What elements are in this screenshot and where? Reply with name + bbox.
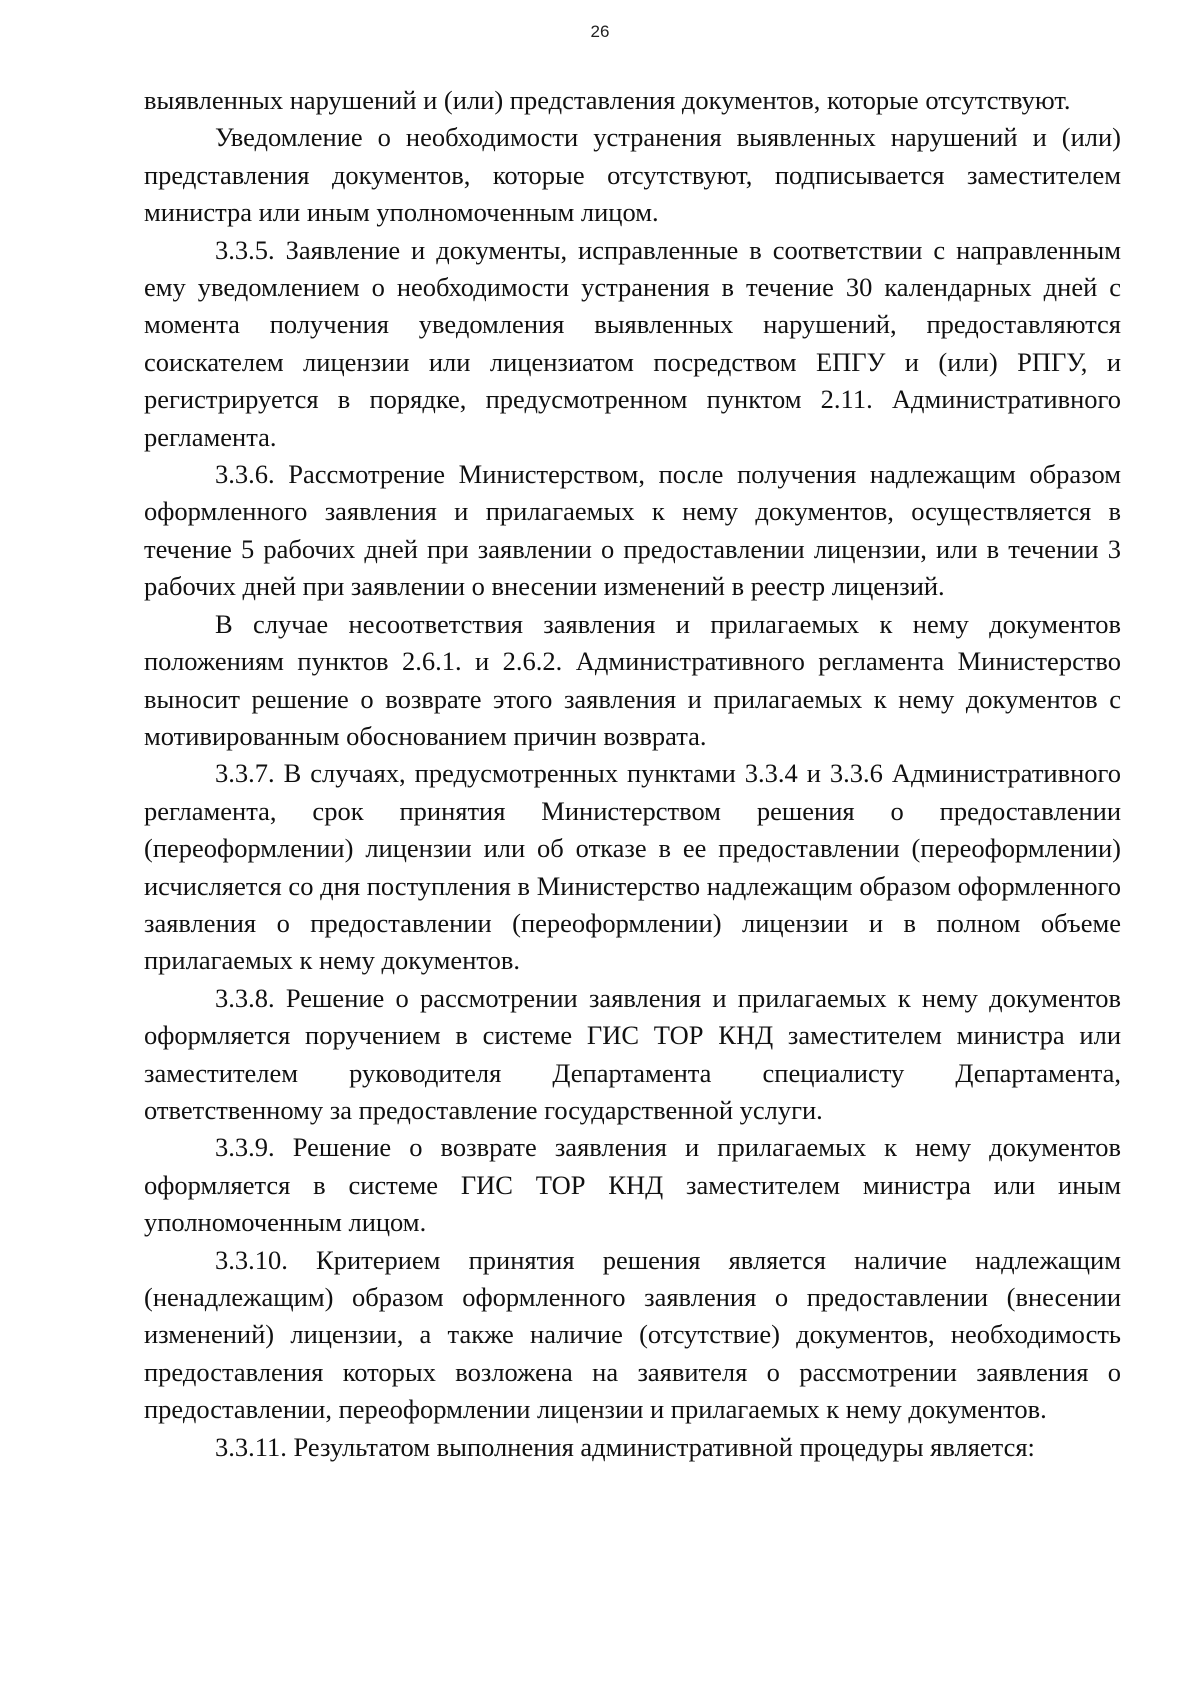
- paragraph-3-3-5: 3.3.5. Заявление и документы, исправленные в соответствии с направленным ему уведомлением о необходимости устранения в течение 30 календарных дней с момента получения уведомления выявленных нарушений, предоставляются соискателем лицензии или лицензиатом посредством ЕПГУ и (или) РПГУ, и регистрируется в порядке, предусмотренном пунктом 2.11. Административного регламента.: [144, 234, 1121, 452]
- paragraph: выявленных нарушений и (или) представления документов, которые отсутствуют.: [144, 85, 1071, 115]
- paragraph-3-3-6: 3.3.6. Рассмотрение Министерством, после получения надлежащим образом оформленного заявления и прилагаемых к нему документов, осуществляется в течение 5 рабочих дней при заявлении о предоставлении лицензии, или в течении 3 рабочих дней при заявлении о внесении изменений в реестр лицензий.: [144, 459, 1121, 602]
- paragraph-3-3-11: 3.3.11. Результатом выполнения административной процедуры является:: [215, 1431, 1035, 1462]
- paragraph: Уведомление о необходимости устранения выявленных нарушений и (или) представления документов, которые отсутствуют, подписывается заместителем министра или иным уполномоченным лицом.: [144, 122, 1121, 228]
- document-body: [144, 82, 1121, 1466]
- paragraph-3-3-8: 3.3.8. Решение о рассмотрении заявления и прилагаемых к нему документов оформляется поручением в системе ГИС ТОР КНД заместителем министра или заместителем руководителя Департамента специалисту Департамента, ответственному за предоставление государственной услуги.: [144, 982, 1121, 1125]
- paragraph-3-3-10: 3.3.10. Критерием принятия решения является наличие надлежащим (ненадлежащим) образом оформленного заявления о предоставлении (внесении изменений) лицензии, а также наличие (отсутствие) документов, необходимость предоставления которых возложена на заявителя о рассмотрении заявления о предоставлении, переоформлении лицензии и прилагаемых к нему документов.: [144, 1244, 1121, 1425]
- paragraph-3-3-9: 3.3.9. Решение о возврате заявления и прилагаемых к нему документов оформляется в системе ГИС ТОР КНД заместителем министра или иным уполномоченным лицом.: [144, 1132, 1121, 1238]
- paragraph: В случае несоответствия заявления и прилагаемых к нему документов положениям пунктов 2.6.1. и 2.6.2. Административного регламента Министерство выносит решение о возврате этого заявления и прилагаемых к нему документов с мотивированным обоснованием причин возврата.: [144, 608, 1121, 751]
- page-number: 26: [590, 22, 610, 41]
- paragraph-3-3-7: 3.3.7. В случаях, предусмотренных пунктами 3.3.4 и 3.3.6 Административного регламента, срок принятия Министерством решения о предоставлении (переоформлении) лицензии или об отказе в ее предоставлении (переоформлении) исчисляется со дня поступления в Министерство надлежащим образом оформленного заявления о предоставлении (переоформлении) лицензии и в полном объеме прилагаемых к нему документов.: [144, 758, 1121, 976]
